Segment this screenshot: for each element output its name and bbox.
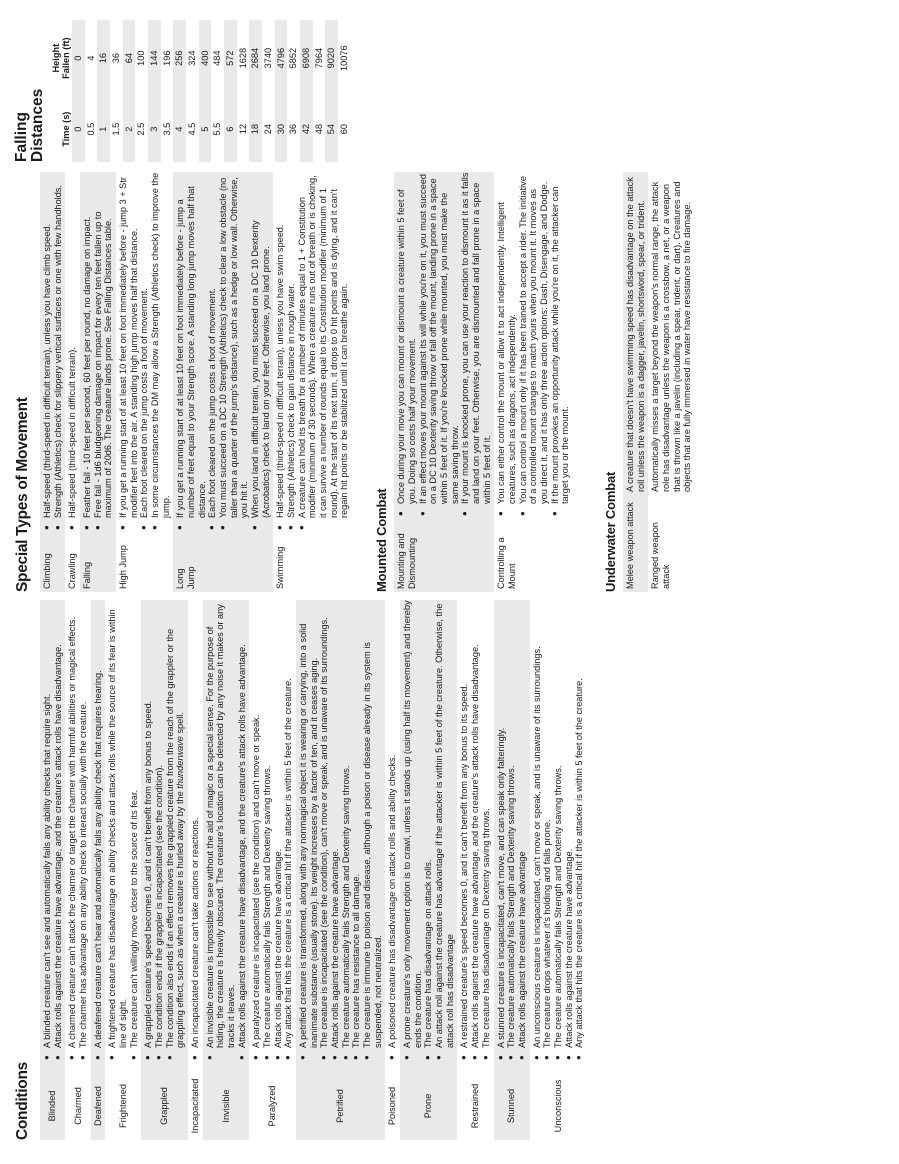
underwater-combat-title: Underwater Combat: [602, 471, 618, 592]
condition-bullet: ● The creature is immune to poison and disease, although a poison or disease already in its system is suspended, not neutralized.: [362, 600, 383, 1058]
falling-row: [325, 20, 338, 162]
falling-time-cell: 24: [262, 124, 273, 135]
condition-bullet: ● A paralyzed creature is incapacitated (see the condition) and can't move or speak.: [251, 600, 262, 1058]
falling-row: [287, 20, 300, 162]
condition-name: Incapacitated: [190, 1078, 201, 1134]
falling-row: [237, 20, 250, 162]
falling-fallen-cell: 10076: [338, 45, 349, 71]
falling-row: [275, 20, 288, 162]
mounted-combat-title: Mounted Combat: [374, 488, 390, 592]
condition-bullet: ● The creature can't willingly move closer to the source of its fear.: [129, 600, 140, 1058]
mounted-combat-table: [394, 172, 573, 592]
movement-bullet-list: [82, 172, 114, 542]
condition-description: [91, 600, 106, 1072]
movement-name: Falling: [80, 542, 116, 592]
falling-fallen-cell: 4796: [275, 20, 288, 96]
condition-description: [400, 600, 457, 1072]
condition-bullet: ● An incapacitated creature can't take actions or reactions.: [190, 600, 201, 1058]
falling-fallen-cell: 144: [148, 20, 161, 96]
condition-bullet-list: [459, 600, 491, 1072]
falling-time-cell: 36: [288, 124, 299, 135]
conditions-table: [40, 600, 587, 1140]
condition-bullet: ● The condition also ends if an effect removes the grappled creature from the reach of the grappler or the grappling effect, such as when a creature is hurled away by the thunderwave spell.: [165, 600, 186, 1058]
movement-bullet: ● Half-speed (third-speed in difficult terrain).: [67, 172, 78, 528]
condition-name: Charmed: [72, 1087, 83, 1125]
condition-bullet: ● An unconscious creature is incapacitated, can't move or speak, and is unaware of its surroundings.: [532, 600, 543, 1058]
condition-name: Restrained: [470, 1083, 481, 1129]
falling-section: [14, 20, 351, 162]
movement-name: Swimming: [275, 546, 286, 589]
movement-bullet-list: [67, 172, 78, 542]
falling-fallen-cell: 3740: [262, 47, 273, 69]
movement-row: [273, 172, 352, 592]
spell-name: thunderwave: [175, 736, 186, 789]
falling-time-cell: 6: [224, 96, 237, 162]
falling-row: [135, 20, 148, 162]
falling-row: [85, 20, 98, 162]
falling-fallen-cell: 6908: [300, 20, 313, 96]
mounted-bullet: ● If the mount provokes an opportunity attack while you're on it, the attacker can target you or the mount.: [550, 172, 571, 514]
mounted-bullet: ● If your mount is knocked prone, you can use your reaction to dismount it as it falls and land on your feet. Otherwise, you are dismounted and fall prone in a space within 5 feet of it.: [460, 172, 492, 514]
condition-bullet: ● A grappled creature's speed becomes 0, and it can't benefit from any bonus to speed.: [143, 600, 154, 1058]
mounted-bullet: ● You can either control the mount or allow it to act independently. Intelligent creatures, such as dragons, act independently.: [496, 172, 517, 514]
condition-name: Paralyzed: [267, 1085, 278, 1127]
movement-row: [116, 172, 173, 592]
falling-time-cell: 3.5: [161, 122, 172, 136]
condition-bullet-list: [190, 600, 201, 1072]
falling-time-cell: 5.5: [212, 122, 223, 136]
movement-section: [14, 172, 695, 592]
condition-bullet: ● The creature automatically fails Strength and Dexterity saving throws.: [506, 600, 517, 1058]
movement-description: [173, 172, 273, 542]
condition-description: [203, 600, 250, 1072]
condition-bullet: ● A deafened creature can't hear and automatically fails any ability check that requires hearing.: [93, 600, 104, 1058]
mounted-bullet: ● You can control a mount only if it has been trained to accept a rider. The initiative of a controlled mount changes to match yours when you mount it. It moves as you direct it, and it has only three action options: Dash, Disengage, and Dodge.: [518, 172, 550, 514]
condition-bullet: ● The creature has resistance to all damage.: [351, 600, 362, 1058]
movement-bullet: ● Half-speed (third-speed in difficult terrain), unless you have swim speed.: [275, 172, 286, 528]
movement-bullet-list: [42, 172, 63, 542]
condition-bullet: ● The creature drops whatever it's holding and falls prone.: [542, 600, 553, 1058]
falling-col-time: Time (s): [61, 111, 72, 147]
movement-description: [80, 172, 116, 542]
mounted-row: [494, 172, 573, 592]
underwater-name: Melee weapon attack: [623, 494, 648, 592]
falling-fallen-cell: 100: [136, 50, 147, 66]
condition-bullet: ● An attack roll against the creature has advantage if the attacker is within 5 feet of the creature. Otherwise, the attack roll has disadvantage: [434, 600, 455, 1058]
movement-title: Special Types of Movement: [14, 397, 31, 592]
condition-row: [249, 600, 296, 1140]
falling-fallen-cell: 4: [85, 55, 96, 61]
condition-name: Prone: [400, 1072, 457, 1140]
condition-description: [494, 600, 530, 1072]
condition-row: [530, 600, 587, 1140]
falling-col-fallen: Fallen (ft): [61, 37, 72, 79]
movement-description: [65, 172, 80, 542]
condition-description: [457, 600, 493, 1072]
falling-time-cell: 48: [313, 124, 324, 135]
falling-fallen-cell: 7964: [313, 47, 324, 69]
falling-title: [14, 20, 47, 162]
condition-row: [296, 600, 385, 1140]
falling-fallen-cell: 1628: [237, 47, 248, 69]
condition-name: Petrified: [296, 1072, 385, 1140]
underwater-description: A creature that doesn't have swimming speed has disadvantage on the attack roll unless the weapon is a dagger, javelin, shortsword, spear, or trident.: [623, 172, 648, 494]
falling-time-cell: 3: [148, 96, 161, 162]
movement-bullet: ● Each foot cleared on the jump costs a foot of movement.: [207, 172, 218, 528]
falling-time-cell: 2: [123, 96, 136, 162]
condition-bullet-list: [205, 600, 248, 1072]
condition-name: Unconscious: [552, 1079, 563, 1133]
falling-title-line1: Falling: [13, 112, 30, 162]
condition-row: [188, 600, 203, 1140]
falling-time-cell: 5: [199, 96, 212, 162]
condition-bullet: ● A frightened creature has disadvantage on ability checks and attack rolls while the source of its fear is within line of sight.: [107, 600, 128, 1058]
falling-time-cell: 12: [237, 124, 248, 135]
falling-title-line2: Distances: [29, 88, 47, 162]
falling-time-cell: 4.5: [186, 122, 197, 136]
condition-bullet-list: [143, 600, 186, 1072]
condition-bullet: ● A charmed creature can't attack the charmer or target the charmer with harmful abilities or magical effects.: [67, 600, 78, 1058]
mounted-bullet-list: [396, 172, 492, 528]
mounted-name: Mounting and Dismounting: [394, 528, 494, 592]
mounted-bullet: ● If an effect moves your mount against its will while you're on it, you must succeed on a DC 10 Dexterity saving throw or fall off the mount, landing prone in a space within 5 feet of it. If you're knocked prone while mounted, you must make the same saving throw.: [418, 172, 461, 514]
falling-fallen-cell: 9020: [325, 20, 338, 96]
falling-fallen-cell: 400: [199, 20, 212, 96]
falling-time-cell: 18: [249, 96, 262, 162]
movement-bullet-list: [275, 172, 350, 542]
movement-bullet: ● Half-speed (third-speed in difficult terrain), unless you have climb speed.: [42, 172, 53, 528]
movement-bullet: ● In some circumstances the DM may allow a Strength (Athletics check) to improve the jump.: [150, 172, 171, 528]
condition-bullet: ● Attack rolls against the creature have disadvantage, and the creature's attack rolls have advantage.: [237, 600, 248, 1058]
falling-fallen-cell: 64: [123, 20, 136, 96]
condition-row: [494, 600, 530, 1140]
mounted-description: [494, 172, 573, 528]
condition-bullet: ● Attack rolls against the creature have advantage.: [564, 600, 575, 1058]
condition-bullet: ● Attack rolls against the creature have advantage.: [273, 600, 284, 1058]
condition-name: Blinded: [40, 1072, 65, 1140]
condition-row: [105, 600, 141, 1140]
condition-bullet-list: [107, 600, 139, 1072]
movement-bullet-list: [118, 172, 171, 542]
condition-name: Deafened: [91, 1072, 106, 1140]
condition-row: [141, 600, 188, 1140]
falling-fallen-cell: 0: [72, 20, 85, 96]
falling-time-cell: 30: [275, 96, 288, 162]
condition-bullet: ● The condition ends if the grappler is incapacitated (see the condition).: [154, 600, 165, 1058]
falling-time-cell: 0.5: [85, 122, 96, 136]
condition-bullet: ● A restrained creature's speed becomes 0, and it can't benefit from any bonus to its speed.: [459, 600, 470, 1058]
movement-name: Climbing: [40, 542, 65, 592]
condition-description: [141, 600, 188, 1072]
condition-bullet: ● A petrified creature is transformed, along with any nonmagical object it is wearing or carrying, into a solid inanimate substance (usually stone). Its weight increases by a factor of ten, and it ceases aging.: [298, 600, 319, 1058]
movement-name: Crawling: [67, 553, 78, 589]
falling-time-cell: 4: [173, 96, 186, 162]
underwater-combat-table: [623, 172, 695, 592]
condition-bullet: ● The creature has disadvantage on Dexterity saving throws.: [481, 600, 492, 1058]
movement-row: [173, 172, 273, 592]
condition-bullet: ● The creature automatically fails Strength and Dexterity saving throws.: [553, 600, 564, 1058]
condition-bullet: ● Attack rolls against the creature have advantage: [517, 600, 528, 1058]
condition-name: Grappled: [141, 1072, 188, 1140]
falling-time-cell: 42: [300, 96, 313, 162]
movement-description: [273, 172, 352, 542]
movement-row: [80, 172, 116, 592]
falling-time-cell: 1.5: [110, 122, 121, 136]
movement-bullet: ● Free fall - 1d6 bludgeoning damage on impact for every ten feet fallen up to maximum of 20d6. The creature lands prone. See Falling Distances table.: [93, 172, 114, 528]
falling-row: [110, 20, 123, 162]
falling-row: [211, 20, 224, 162]
condition-bullet: ● A stunned creature is incapacitated, can't move, and can speak only falteringly.: [496, 600, 507, 1058]
condition-bullet: ● A blinded creature can't see and automatically fails any ability checks that require sight.: [42, 600, 53, 1058]
falling-row: [72, 20, 85, 162]
condition-bullet: ● The creature has disadvantage on attack rolls.: [423, 600, 434, 1058]
falling-row: [338, 20, 351, 162]
movement-bullet: ● Feather fall - 10 feet per second, 60 feet per round, no damage on impact.: [82, 172, 93, 528]
condition-bullet-list: [42, 600, 63, 1072]
falling-row: [173, 20, 186, 162]
falling-distances-table: [51, 20, 351, 162]
condition-bullet: ● Attack rolls against the creature have advantage, and the creature's attack rolls have disadvantage.: [53, 600, 64, 1058]
falling-row: [262, 20, 275, 162]
condition-bullet-list: [496, 600, 528, 1072]
underwater-name: Ranged weapon attack: [650, 522, 672, 589]
condition-bullet: ● The creature is incapacitated (see the condition), can't move or speak, and is unaware of its surroundings.: [319, 600, 330, 1058]
falling-row: [161, 20, 174, 162]
falling-time-cell: 1: [97, 96, 110, 162]
condition-bullet-list: [251, 600, 294, 1072]
condition-bullet: ● The creature automatically fails Strength and Dexterity saving throws.: [341, 600, 352, 1058]
underwater-row: [623, 172, 648, 592]
falling-fallen-cell: 484: [212, 50, 223, 66]
falling-row: [148, 20, 161, 162]
falling-fallen-cell: 572: [224, 20, 237, 96]
condition-bullet: ● Any attack that hits the creature is a critical hit if the attacker is within 5 feet of the creature.: [574, 600, 585, 1058]
mounted-description: [394, 172, 494, 528]
condition-bullet: ● Attack rolls against the creature have advantage.: [330, 600, 341, 1058]
movement-bullet: ● If you get a running start of at least 10 feet on foot immediately before - jump a number of feet equal to your Strength score. A standing long jump moves half that distance.: [175, 172, 207, 528]
condition-name: Frightened: [118, 1084, 128, 1128]
condition-name: Poisoned: [387, 1086, 398, 1126]
conditions-section: [14, 600, 587, 1140]
condition-bullet-list: [402, 600, 455, 1072]
condition-row: [385, 600, 400, 1140]
movement-row: [65, 172, 80, 592]
condition-bullet: ● A poisoned creature has disadvantage on attack rolls and ability checks.: [387, 600, 398, 1058]
condition-description: [40, 600, 65, 1072]
falling-header-group: Height: [50, 43, 61, 73]
condition-bullet-list: [532, 600, 585, 1072]
condition-bullet: ● The creature automatically fails Strength and Dexterity saving throws.: [262, 600, 273, 1058]
movement-row: [40, 172, 65, 592]
movement-name: Long Jump: [173, 542, 273, 592]
falling-fallen-cell: 36: [110, 53, 121, 64]
condition-bullet-list: [387, 600, 398, 1072]
falling-row: [224, 20, 237, 162]
condition-bullet-list: [67, 600, 88, 1072]
movement-bullet: ● If you get a running start of at least 10 feet on foot immediately before - jump 3 + Str modifier feet into the air. A standing high jump moves half that distance.: [118, 172, 139, 528]
movement-bullet-list: [175, 172, 271, 542]
condition-row: [40, 600, 65, 1140]
condition-row: [400, 600, 457, 1140]
movement-bullet: ● Strength (Athletics) check for slippery vertical surfaces or one with few handholds.: [53, 172, 64, 528]
movement-description: [40, 172, 65, 542]
movement-bullet: ● When you land in difficult terrain, you must succeed on a DC 10 Dexterity (Acrobatics) check to land on your feet. Otherwise, you land prone.: [250, 172, 271, 528]
condition-bullet: ● A prone creature's only movement option is to crawl, unless it stands up (using half its movement) and thereby ends the condition.: [402, 600, 423, 1058]
condition-row: [203, 600, 250, 1140]
mounted-row: [394, 172, 494, 592]
movement-description: [116, 172, 173, 542]
falling-fallen-cell: 5852: [288, 47, 299, 69]
condition-bullet-list: [298, 600, 383, 1072]
condition-description: [65, 600, 90, 1072]
falling-fallen-cell: 16: [97, 20, 110, 96]
falling-row: [97, 20, 110, 162]
condition-row: [457, 600, 493, 1140]
falling-time-cell: 60: [338, 124, 349, 135]
condition-description: [385, 600, 400, 1072]
condition-bullet: ● The charmer has advantage on any ability check to interact socially with the creature.: [78, 600, 89, 1058]
movement-bullet: ● Strength (Athletics) check to gain distance in rough water.: [286, 172, 297, 528]
condition-description: [296, 600, 385, 1072]
movement-bullet: ● You must succeed on a DC 10 Strength (Athletics) check to clear a low obstacle (no taller than a quarter of the jump's distance), such as a hedge or low wall. Otherwise, you hit it.: [218, 172, 250, 528]
falling-row: [123, 20, 136, 162]
condition-row: [91, 600, 106, 1140]
falling-fallen-cell: 196: [161, 50, 172, 66]
condition-description: [249, 600, 296, 1072]
condition-name: Invisible: [203, 1072, 250, 1140]
movement-bullet: ● Each foot cleared on the jump costs a foot of movement.: [139, 172, 150, 528]
underwater-description: Automatically misses a target beyond the weapon's normal range, the attack role has disadvantage unless the weapon is a crossbow, a net, or a weapon that is thrown like a javelin (including a spear, trident, or dart). Creatures and objects that are fully immersed in water have resistance to fire damage.: [650, 181, 693, 492]
mounted-bullet-list: [496, 172, 571, 528]
falling-row: [300, 20, 313, 162]
falling-fallen-cell: 256: [173, 20, 186, 96]
falling-fallen-cell: 324: [186, 50, 197, 66]
condition-bullet: ● An invisible creature is impossible to see without the aid of magic or a special sense. For the purpose of hiding, the creature is heavily obscured. The creature's location can be detected by any noise it makes or any tracks it leaves.: [205, 600, 237, 1058]
movement-name: High Jump: [118, 545, 128, 589]
movement-table: [40, 172, 352, 592]
condition-row: [65, 600, 90, 1140]
movement-bullet: ● A creature can hold its breath for a number of minutes equal to 1 + Constitution modifier (minimum of 30 seconds). When a creature runs out of breath or is choking, it can survive a number of rounds equal to its Constitution modifier (minimum of 1 round). At the start of its next turn, it drops to 0 hit points and is dying, and it can't regain hit points or be stabilized until it can breathe again.: [297, 172, 350, 528]
condition-bullet-list: [93, 600, 104, 1072]
conditions-title: Conditions: [14, 1062, 31, 1140]
falling-row: [249, 20, 262, 162]
falling-time-cell: 2.5: [136, 122, 147, 136]
condition-description: [188, 600, 203, 1072]
mounted-name: Controlling a Mount: [496, 537, 517, 589]
falling-fallen-cell: 2684: [249, 20, 262, 96]
falling-row: [199, 20, 212, 162]
condition-description: [530, 600, 587, 1072]
condition-bullet: ● Any attack that hits the creature is a critical hit if the attacker is within 5 feet of the creature.: [283, 600, 294, 1058]
falling-time-cell: 54: [325, 96, 338, 162]
falling-row: [186, 20, 199, 162]
falling-row: [313, 20, 326, 162]
condition-bullet: ● Attack rolls against the creature have advantage, and the creature's attack rolls have disadvantage.: [470, 600, 481, 1058]
underwater-row: [648, 172, 695, 592]
condition-description: [105, 600, 141, 1072]
mounted-bullet: ● Once during your move you can mount or dismount a creature within 5 feet of you. Doing so costs half your movement.: [396, 172, 417, 514]
condition-name: Stunned: [494, 1072, 530, 1140]
falling-time-cell: 0: [72, 96, 85, 162]
